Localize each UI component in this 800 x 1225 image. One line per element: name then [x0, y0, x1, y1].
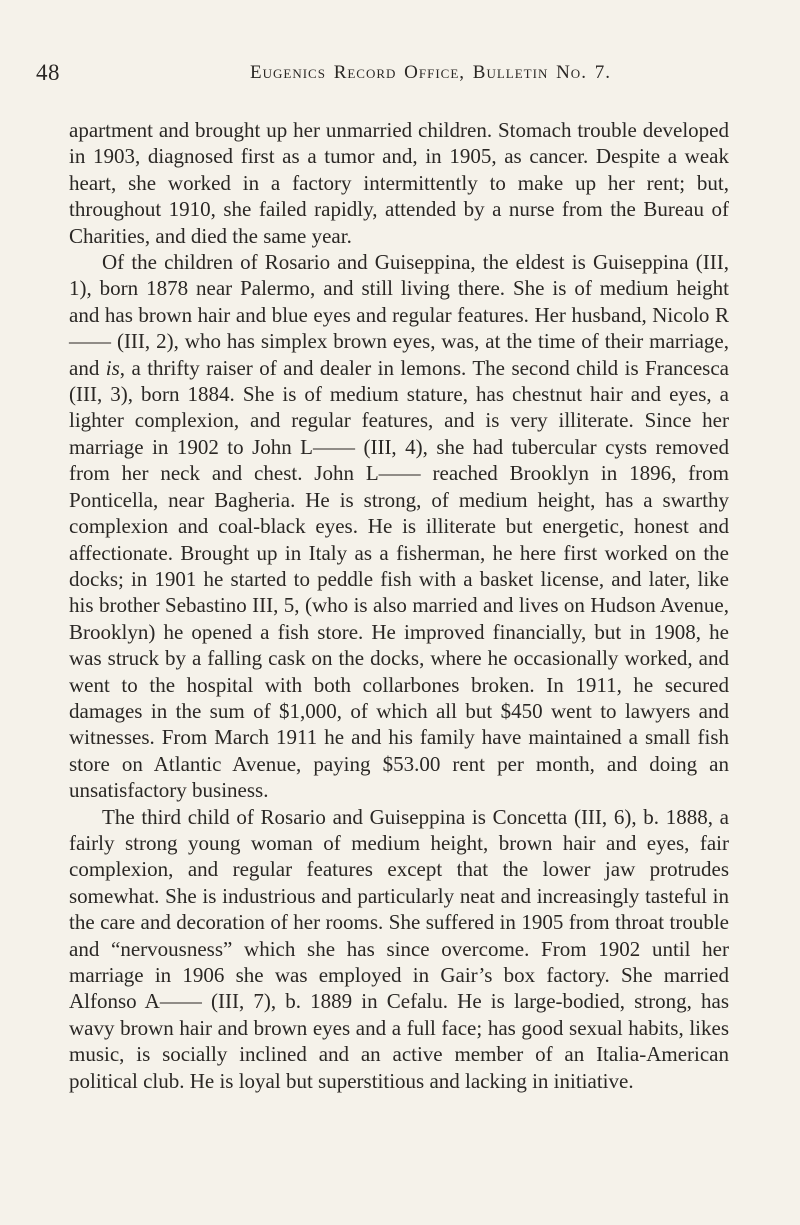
paragraph-1: apartment and brought up her unmarried children. Stomach trouble developed in 1903, diagnosed first as a tumor and, in 1905, as cancer. Despite a weak heart, she worked in a factory intermittently to make up her rent; but, throughout 1910, she failed rapidly, attended by a nurse from the Bureau of Charities, and died the same year.	[69, 118, 729, 248]
body-text	[69, 117, 729, 1094]
paragraph-2-text-after: , a thrifty raiser of and dealer in lemons. The second child is Francesca (III, 3), born 1884. She is of medium stature, has chestnut hair and eyes, a lighter complexion, and regular features, and is very illiterate. Since her marriage in 1902 to John L—— (III, 4), she had tubercular cysts removed from her neck and chest. John L—— reached Brooklyn in 1896, from Ponticella, near Bagheria. He is strong, of medium height, has a swarthy complexion and coal-black eyes. He is illiterate but energetic, honest and affectionate. Brought up in Italy as a fisherman, he here first worked on the docks; in 1901 he started to peddle fish with a basket license, and later, like his brother Sebastino III, 5, (who is also married and lives on Hudson Avenue, Brooklyn) he opened a fish store. He improved financially, but in 1908, he was struck by a falling cask on the docks, where he occasionally worked, and went to the hospital with both collarbones broken. In 1911, he secured damages in the sum of $1,000, of which all but $450 went to lawyers and witnesses. From March 1911 he and his family have maintained a small fish store on Atlantic Avenue, paying $53.00 rent per month, and doing an unsatisfactory business.	[69, 355, 729, 803]
paragraph-2-text-before: Of the children of Rosario and Guiseppina, the eldest is Guiseppina (III, 1), born 1878 near Palermo, and still living there. She is of medium height and has brown hair and blue eyes and regular features. Her husband, Nicolo R—— (III, 2), who has simplex brown eyes, was, at the time of their marriage, and	[69, 250, 729, 380]
page-header	[36, 60, 736, 90]
paragraph-3: The third child of Rosario and Guiseppina is Concetta (III, 6), b. 1888, a fairly strong young woman of medium height, brown hair and eyes, fair complexion, and regular features except that the lower jaw protrudes somewhat. She is industrious and particularly neat and increasingly tasteful in the care and decoration of her rooms. She suffered in 1905 from throat trouble and “nervousness” which she has since overcome. From 1902 until her marriage in 1906 she was employed in Gair’s box factory. She married Alfonso A—— (III, 7), b. 1889 in Cefalu. He is large-bodied, strong, has wavy brown hair and brown eyes and a full face; has good sexual habits, likes music, is socially inclined and an active member of an Italia-American political club. He is loyal but superstitious and lacking in initiative.	[69, 804, 729, 1093]
paragraph-2	[69, 249, 729, 804]
page-number: 48	[36, 60, 60, 85]
running-head: Eugenics Record Office, Bulletin No. 7.	[250, 62, 611, 83]
paragraph-2-emphasis: is	[105, 355, 120, 380]
